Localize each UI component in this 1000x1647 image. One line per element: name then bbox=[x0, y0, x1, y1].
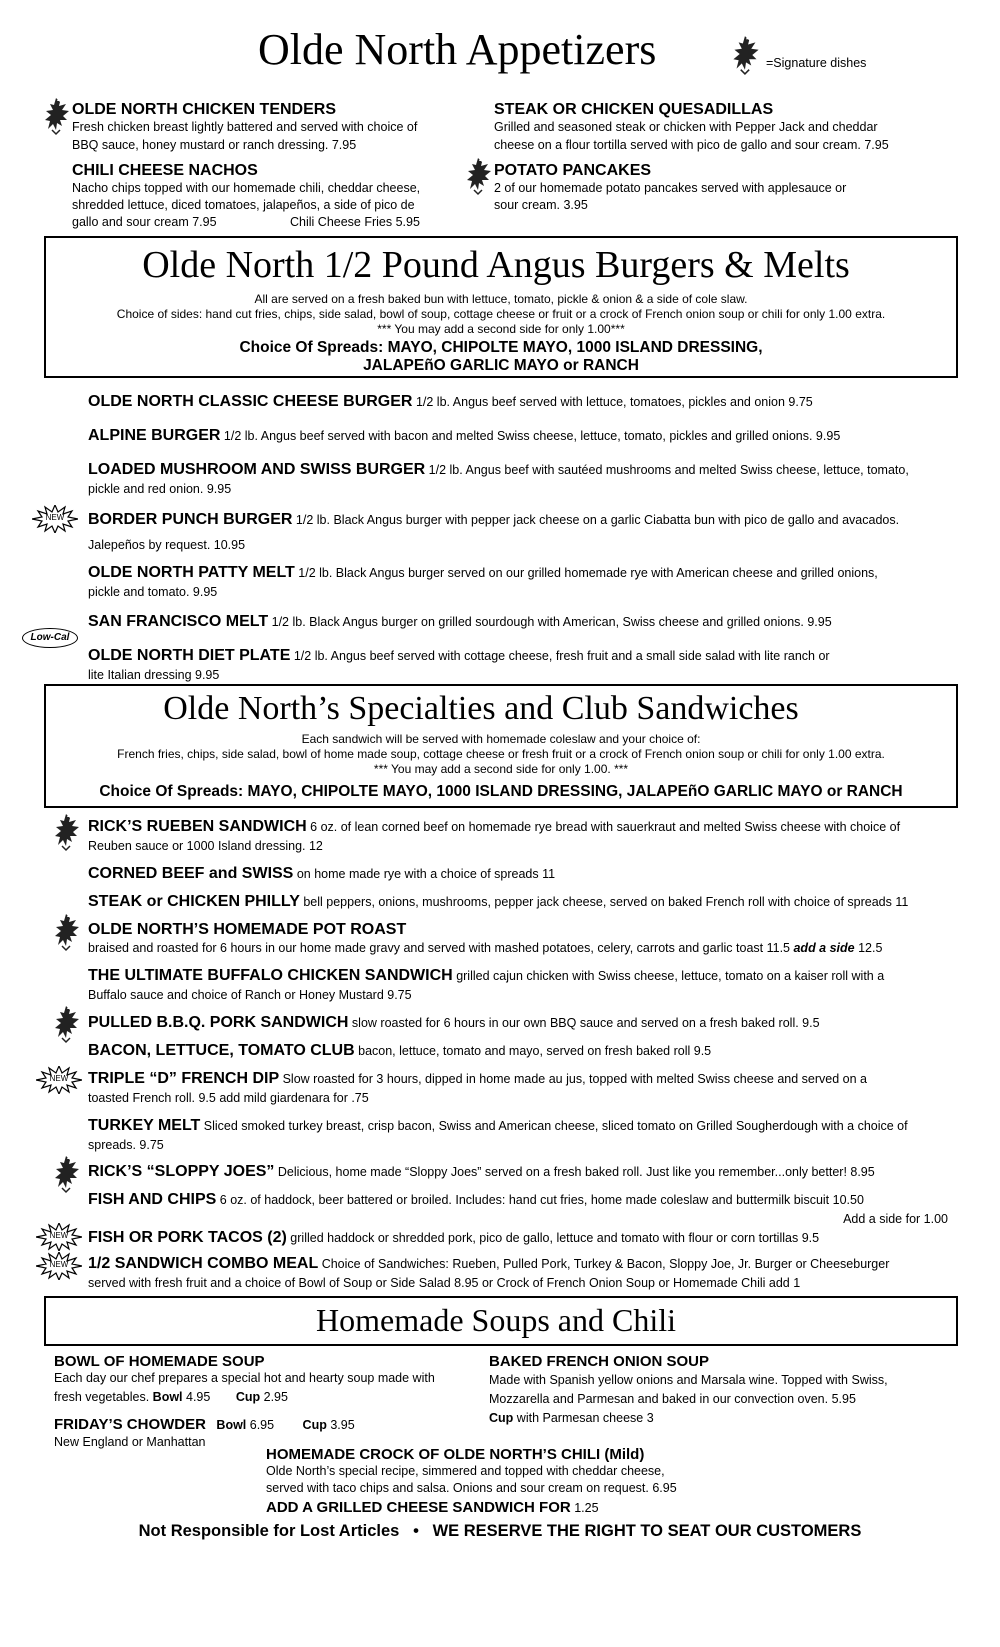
item-title: TRIPLE “D” FRENCH DIP bbox=[88, 1070, 280, 1087]
new-badge-icon bbox=[32, 505, 78, 533]
specialty-item bbox=[88, 1254, 948, 1293]
item-desc bbox=[72, 214, 472, 231]
signature-eagle-icon bbox=[52, 812, 82, 852]
item-desc: lite Italian dressing 9.95 bbox=[88, 668, 220, 682]
item-desc: Olde North’s special recipe, simmered and topped with cheddar cheese, bbox=[266, 1464, 665, 1478]
bowl-label: Bowl bbox=[152, 1390, 183, 1404]
item-title: BAKED FRENCH ONION SOUP bbox=[489, 1353, 710, 1370]
item-desc: Mozzarella and Parmesan and baked in our convection oven. 5.95 bbox=[489, 1392, 856, 1406]
specialty-item bbox=[88, 1013, 948, 1033]
cup-desc: with Parmesan cheese 3 bbox=[513, 1411, 654, 1425]
new-badge-label: NEW bbox=[45, 513, 65, 522]
specialty-item bbox=[88, 1228, 948, 1248]
item-desc: on home made rye with a choice of spreads 11 bbox=[293, 867, 556, 881]
item-desc: Reuben sauce or 1000 Island dressing. 12 bbox=[88, 839, 323, 853]
item-title: CORNED BEEF and SWISS bbox=[88, 865, 294, 882]
item-desc: BBQ sauce, honey mustard or ranch dressing. 7.95 bbox=[72, 138, 357, 152]
item-desc: Jalepeños by request. 10.95 bbox=[88, 538, 246, 552]
specialty-item bbox=[88, 966, 948, 1005]
chili-cheese-fries: Chili Cheese Fries 5.95 bbox=[290, 215, 420, 229]
appetizer-chili-cheese-nachos bbox=[72, 162, 472, 231]
specialty-item bbox=[88, 920, 948, 958]
item-desc: cheese on a flour tortilla served with pico de gallo and sour cream. 7.95 bbox=[494, 138, 889, 152]
cup-price: 3.95 bbox=[326, 1418, 355, 1432]
item-desc: served with fresh fruit and a choice of Bowl of Soup or Side Salad 8.95 or Crock of French Onion Soup or Homemade Chili add 1 bbox=[88, 1276, 801, 1290]
item-desc: slow roasted for 6 hours in our own BBQ sauce and served on a fresh baked roll. 9.5 bbox=[348, 1016, 820, 1030]
burger-item bbox=[88, 646, 948, 685]
item-title: THE ULTIMATE BUFFALO CHICKEN SANDWICH bbox=[88, 967, 453, 984]
item-desc: pickle and tomato. 9.95 bbox=[88, 585, 218, 599]
item-title: RICK’S RUEBEN SANDWICH bbox=[88, 818, 307, 835]
burger-item bbox=[88, 612, 948, 632]
specialties-intro: French fries, chips, side salad, bowl of home made soup, cottage cheese or fresh fruit or a crock of French onion soup or chili for only 1.00 extra. bbox=[117, 747, 885, 761]
page-title: Olde North Appetizers bbox=[258, 25, 657, 74]
item-desc: Sliced smoked turkey breast, crisp bacon, Swiss and American cheese, sliced tomato on Grilled Sougherdough with a choice of bbox=[200, 1119, 908, 1133]
item-desc: Slow roasted for 3 hours, dipped in home made au jus, topped with melted Swiss cheese and served on a bbox=[279, 1072, 867, 1086]
item-title: CHILI CHEESE NACHOS bbox=[72, 162, 258, 179]
item-desc: sour cream. 3.95 bbox=[494, 198, 588, 212]
item-desc: 6 oz. of lean corned beef on homemade rye bread with sauerkraut and melted Swiss cheese with choice of bbox=[306, 820, 901, 834]
item-desc: shredded lettuce, diced tomatoes, jalapeños, a side of pico de bbox=[72, 198, 415, 212]
specialty-item bbox=[88, 1162, 948, 1182]
item-title: FISH OR PORK TACOS (2) bbox=[88, 1229, 287, 1246]
item-desc: Nacho chips topped with our homemade chili, cheddar cheese, bbox=[72, 181, 421, 195]
item-desc: Choice of Sandwiches: Rueben, Pulled Pork, Turkey & Bacon, Sloppy Joe, Jr. Burger or Cheeseburger bbox=[318, 1257, 890, 1271]
signature-eagle-icon bbox=[52, 912, 82, 952]
item-desc: bell peppers, onions, mushrooms, pepper jack cheese, served on baked French roll with choice of spreads 11 bbox=[299, 895, 909, 909]
burgers-header-box bbox=[44, 236, 958, 378]
item-desc bbox=[88, 939, 948, 958]
appetizer-quesadillas bbox=[494, 101, 954, 154]
item-title: PULLED B.B.Q. PORK SANDWICH bbox=[88, 1014, 349, 1031]
item-desc: bacon, lettuce, tomato and mayo, served on fresh baked roll 9.5 bbox=[354, 1044, 712, 1058]
item-title: BORDER PUNCH BURGER bbox=[88, 511, 293, 528]
item-desc bbox=[489, 1410, 949, 1427]
item-desc: Grilled and seasoned steak or chicken with Pepper Jack and cheddar bbox=[494, 120, 878, 134]
burger-item bbox=[88, 510, 948, 555]
new-badge-icon bbox=[36, 1223, 82, 1251]
new-badge-label: NEW bbox=[49, 1231, 69, 1240]
item-title: OLDE NORTH CLASSIC CHEESE BURGER bbox=[88, 393, 413, 410]
low-cal-badge: Low-Cal bbox=[22, 628, 78, 648]
burger-item bbox=[88, 563, 948, 602]
specialty-item bbox=[88, 1116, 948, 1155]
item-desc: Fresh chicken breast lightly battered and served with choice of bbox=[72, 120, 418, 134]
specialty-item bbox=[88, 1041, 948, 1061]
burgers-spreads: Choice Of Spreads: MAYO, CHIPOLTE MAYO, 1000 ISLAND DRESSING, bbox=[239, 339, 763, 356]
bowl-label: Bowl bbox=[216, 1418, 247, 1432]
item-title: OLDE NORTH DIET PLATE bbox=[88, 647, 291, 664]
item-title: BOWL OF HOMEMADE SOUP bbox=[54, 1353, 265, 1370]
soup-french-onion bbox=[489, 1353, 949, 1427]
item-desc: spreads. 9.75 bbox=[88, 1138, 164, 1152]
item-desc: served with taco chips and salsa. Onions and sour cream on request. 6.95 bbox=[266, 1481, 677, 1495]
item-title: RICK’S “SLOPPY JOES” bbox=[88, 1163, 275, 1180]
burger-item bbox=[88, 392, 948, 412]
grilled-cheese-price: 1.25 bbox=[570, 1501, 599, 1515]
item-title: LOADED MUSHROOM AND SWISS BURGER bbox=[88, 461, 426, 478]
item-desc: Add a side for 1.00 bbox=[843, 1212, 948, 1226]
item-desc bbox=[54, 1389, 474, 1406]
signature-eagle-icon bbox=[52, 1154, 82, 1194]
item-desc-text: braised and roasted for 6 hours in our home made gravy and served with mashed potatoes, celery, carrots and garlic toast 11.5 bbox=[88, 941, 794, 955]
item-desc: 1/2 lb. Black Angus burger with pepper jack cheese on a garlic Ciabatta bun with pico de gallo and avacados. bbox=[292, 513, 900, 527]
nachos-price-line: gallo and sour cream 7.95 bbox=[72, 215, 217, 229]
burger-item bbox=[88, 460, 948, 499]
cup-label: Cup bbox=[489, 1411, 514, 1425]
item-desc: 1/2 lb. Angus beef served with lettuce, tomatoes, pickles and onion 9.75 bbox=[412, 395, 813, 409]
specialties-header-box bbox=[44, 684, 958, 808]
signature-eagle-icon bbox=[464, 156, 494, 196]
new-badge-label: NEW bbox=[49, 1260, 69, 1269]
item-title: FRIDAY’S CHOWDER bbox=[54, 1416, 206, 1433]
appetizer-potato-pancakes bbox=[494, 162, 954, 214]
bowl-price: 6.95 bbox=[246, 1418, 275, 1432]
item-title: HOMEMADE CROCK OF OLDE NORTH’S CHILI (Mild) bbox=[266, 1446, 645, 1463]
specialties-section-title: Olde North’s Specialties and Club Sandwiches bbox=[163, 690, 799, 727]
burgers-intro: All are served on a fresh baked bun with lettuce, tomato, pickle & onion & a side of cole slaw. bbox=[254, 292, 748, 306]
grilled-cheese-addon: ADD A GRILLED CHEESE SANDWICH FOR bbox=[266, 1499, 571, 1516]
cup-price: 2.95 bbox=[260, 1390, 288, 1404]
item-desc: grilled cajun chicken with Swiss cheese, lettuce, tomato on a kaiser roll with a bbox=[452, 969, 885, 983]
item-title: ALPINE BURGER bbox=[88, 427, 221, 444]
item-desc: grilled haddock or shredded pork, pico de gallo, lettuce and tomato with flour or corn tortillas 9.5 bbox=[286, 1231, 820, 1245]
item-desc: 1/2 lb. Black Angus burger on grilled sourdough with American, Swiss cheese and grilled onions. 9.95 bbox=[268, 615, 832, 629]
new-badge-icon bbox=[36, 1066, 82, 1094]
soup-chili-crock bbox=[266, 1446, 826, 1517]
item-title: STEAK or CHICKEN PHILLY bbox=[88, 893, 300, 910]
specialties-intro: Each sandwich will be served with homemade coleslaw and your choice of: bbox=[301, 732, 701, 746]
specialties-spreads: Choice Of Spreads: MAYO, CHIPOLTE MAYO, 1000 ISLAND DRESSING, JALAPEñO GARLIC MAYO or RANCH bbox=[99, 783, 903, 800]
burgers-intro: Choice of sides: hand cut fries, chips, side salad, bowl of soup, cottage cheese or fruit or a crock of French onion soup or chili for only 1.00 extra. bbox=[116, 307, 886, 321]
item-title: OLDE NORTH’S HOMEMADE POT ROAST bbox=[88, 921, 407, 938]
signature-legend: =Signature dishes bbox=[766, 56, 867, 70]
footer-notice: Not Responsible for Lost Articles • WE RESERVE THE RIGHT TO SEAT OUR CUSTOMERS bbox=[138, 1522, 862, 1540]
new-badge-icon bbox=[36, 1252, 82, 1280]
add-side-price: 12.5 bbox=[854, 941, 883, 955]
item-desc: 1/2 lb. Angus beef served with bacon and melted Swiss cheese, lettuce, tomato, pickles and grilled onions. 9.95 bbox=[220, 429, 841, 443]
item-desc: Delicious, home made “Sloppy Joes” served on a fresh baked roll. Just like you remember...only better! 8.95 bbox=[274, 1165, 875, 1179]
specialty-item bbox=[88, 817, 948, 856]
soup-bowl-homemade bbox=[54, 1353, 474, 1406]
signature-eagle-icon bbox=[730, 34, 762, 76]
specialty-item bbox=[88, 864, 948, 884]
burger-item bbox=[88, 426, 948, 446]
item-title: BACON, LETTUCE, TOMATO CLUB bbox=[88, 1042, 355, 1059]
bowl-desc-text: fresh vegetables. bbox=[54, 1390, 153, 1404]
cup-label: Cup bbox=[302, 1418, 327, 1432]
signature-eagle-icon bbox=[52, 1004, 82, 1044]
item-title: TURKEY MELT bbox=[88, 1117, 201, 1134]
item-title: POTATO PANCAKES bbox=[494, 162, 652, 179]
burgers-spreads: JALAPEñO GARLIC MAYO or RANCH bbox=[363, 357, 639, 374]
signature-eagle-icon bbox=[42, 96, 72, 136]
item-title: STEAK OR CHICKEN QUESADILLAS bbox=[494, 101, 774, 118]
item-desc: New England or Manhattan bbox=[54, 1435, 206, 1449]
item-desc: pickle and red onion. 9.95 bbox=[88, 482, 232, 496]
item-desc: Made with Spanish yellow onions and Marsala wine. Topped with Swiss, bbox=[489, 1373, 888, 1387]
bowl-price: 4.95 bbox=[182, 1390, 211, 1404]
item-desc: 6 oz. of haddock, beer battered or broiled. Includes: hand cut fries, home made coleslaw and buttermilk biscuit 10.50 bbox=[216, 1193, 864, 1207]
item-desc: 1/2 lb. Black Angus burger served on our grilled homemade rye with American cheese and grilled onions, bbox=[294, 566, 878, 580]
item-title: SAN FRANCISCO MELT bbox=[88, 613, 269, 630]
item-title: OLDE NORTH PATTY MELT bbox=[88, 564, 295, 581]
item-desc: 1/2 lb. Angus beef served with cottage cheese, fresh fruit and a small side salad with lite ranch or bbox=[290, 649, 830, 663]
specialty-item bbox=[88, 1069, 948, 1108]
specialties-intro: *** You may add a second side for only 1.00. *** bbox=[373, 762, 629, 776]
burgers-section-title: Olde North 1/2 Pound Angus Burgers & Melts bbox=[142, 244, 850, 286]
appetizer-chicken-tenders bbox=[72, 101, 472, 154]
add-side-label: add a side bbox=[793, 941, 855, 955]
soups-header-box bbox=[44, 1296, 958, 1346]
burgers-intro: *** You may add a second side for only 1.00*** bbox=[377, 322, 625, 336]
specialty-item bbox=[88, 892, 948, 912]
cup-label: Cup bbox=[235, 1390, 261, 1404]
item-desc: 1/2 lb. Angus beef with sautéed mushrooms and melted Swiss cheese, lettuce, tomato, bbox=[425, 463, 909, 477]
item-desc: toasted French roll. 9.5 add mild giardenara for .75 bbox=[88, 1091, 369, 1105]
item-desc: Buffalo sauce and choice of Ranch or Honey Mustard 9.75 bbox=[88, 988, 412, 1002]
soups-section-title: Homemade Soups and Chili bbox=[316, 1302, 676, 1338]
item-title: 1/2 SANDWICH COMBO MEAL bbox=[88, 1255, 319, 1272]
item-desc: Each day our chef prepares a special hot and hearty soup made with bbox=[54, 1371, 435, 1385]
item-title: OLDE NORTH CHICKEN TENDERS bbox=[72, 101, 337, 118]
item-desc: 2 of our homemade potato pancakes served with applesauce or bbox=[494, 181, 847, 195]
item-title: FISH AND CHIPS bbox=[88, 1191, 217, 1208]
new-badge-label: NEW bbox=[49, 1074, 69, 1083]
specialty-item bbox=[88, 1190, 948, 1229]
